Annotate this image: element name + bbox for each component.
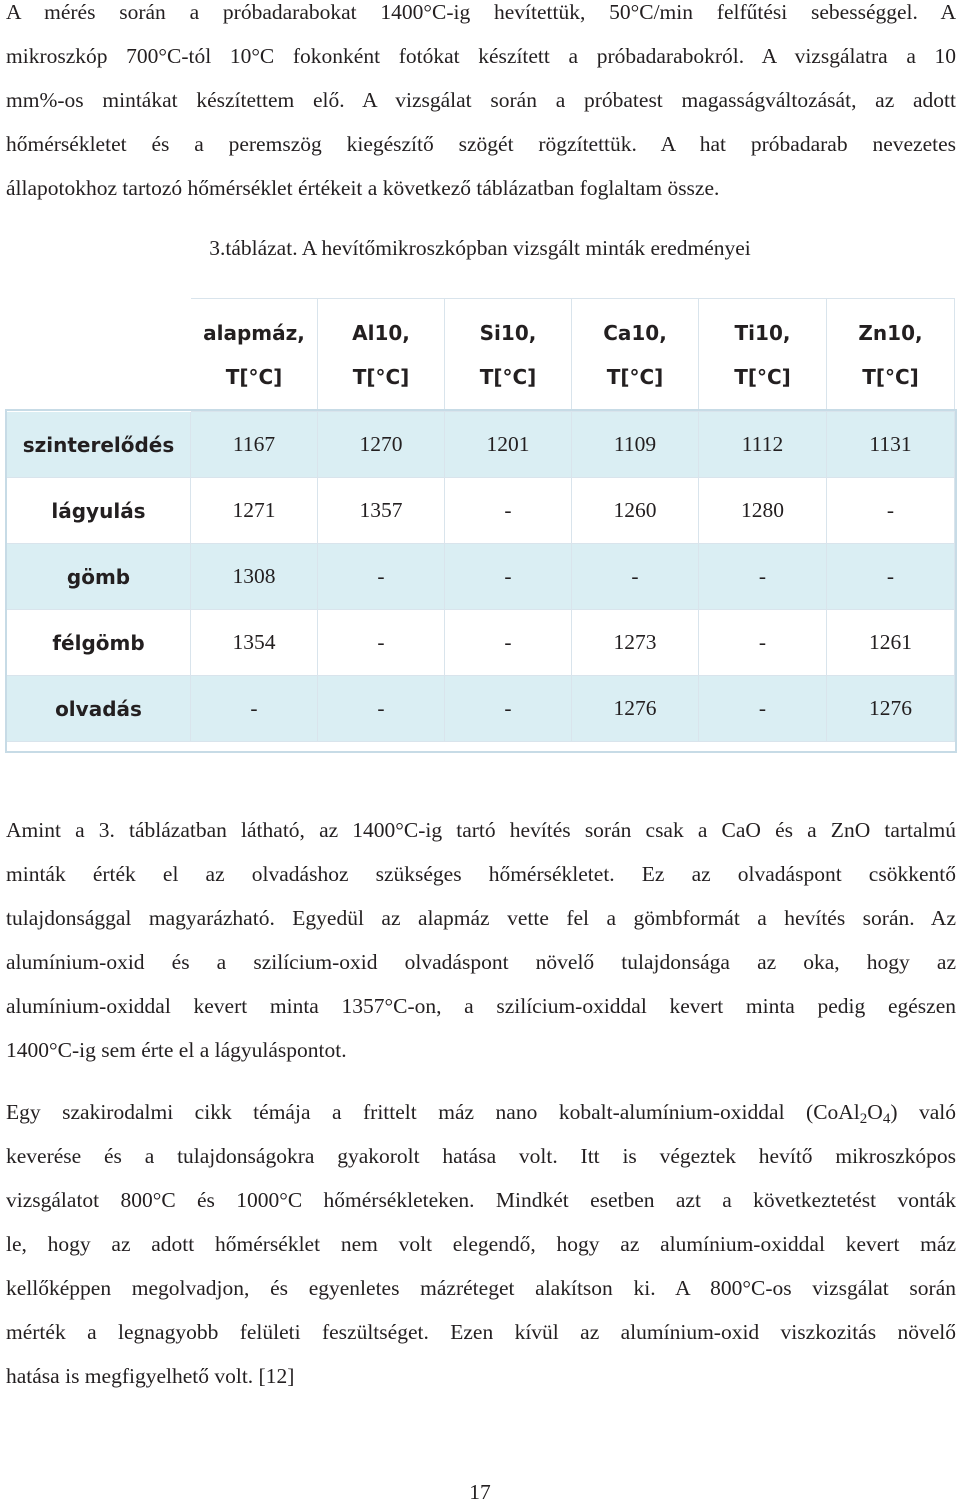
column-header bbox=[699, 299, 827, 412]
table-cell: 1271 bbox=[191, 478, 318, 544]
intro-paragraph bbox=[6, 0, 956, 210]
column-name: Zn10, bbox=[858, 321, 923, 345]
table-cell: 1109 bbox=[572, 412, 699, 478]
text-line: 1400°C-ig sem érte el a lágyuláspontot. bbox=[6, 1038, 347, 1062]
table-cell: 1273 bbox=[572, 610, 699, 676]
row-label: lágyulás bbox=[7, 478, 191, 544]
column-name: Si10, bbox=[479, 321, 537, 345]
column-header bbox=[827, 299, 955, 412]
text-line: keverése és a tulajdonságokra gyakorolt hatása volt. Itt is végeztek hevítő mikroszkópos bbox=[6, 1144, 956, 1168]
table-corner-cell bbox=[7, 299, 191, 412]
table-cell: - bbox=[445, 478, 572, 544]
text-line: hatása is megfigyelhető volt. [12] bbox=[6, 1364, 295, 1388]
column-name: alapmáz, bbox=[203, 321, 305, 345]
text-line: állapotokhoz tartozó hőmérséklet értékeit a következő táblázatban foglaltam össze. bbox=[6, 176, 720, 200]
table-cell: - bbox=[572, 544, 699, 610]
table-cell: - bbox=[445, 676, 572, 742]
text-fragment: Egy szakirodalmi cikk témája a frittelt máz nano kobalt-alumínium-oxiddal (CoAl bbox=[6, 1100, 860, 1124]
column-header bbox=[572, 299, 699, 412]
discussion-paragraph bbox=[6, 808, 956, 1072]
subscript: 4 bbox=[882, 1111, 891, 1127]
literature-paragraph bbox=[6, 1090, 956, 1398]
row-label: olvadás bbox=[7, 676, 191, 742]
table-row bbox=[7, 412, 955, 478]
table-cell: - bbox=[699, 676, 827, 742]
results-table bbox=[6, 298, 955, 742]
text-line: vizsgálatot 800°C és 1000°C hőmérsékleteken. Mindkét esetben azt a következtetést vonták bbox=[6, 1188, 956, 1212]
column-unit: T[°C] bbox=[479, 365, 537, 389]
table-cell: 1276 bbox=[827, 676, 955, 742]
table-cell: - bbox=[445, 610, 572, 676]
table-cell: 1354 bbox=[191, 610, 318, 676]
text-line: A mérés során a próbadarabokat 1400°C-ig hevítettük, 50°C/min felfűtési sebességgel. A bbox=[6, 0, 956, 24]
table-row bbox=[7, 478, 955, 544]
column-name: Ca10, bbox=[603, 321, 667, 345]
subscript: 2 bbox=[859, 1111, 868, 1127]
column-unit: T[°C] bbox=[352, 365, 410, 389]
text-line bbox=[6, 1090, 956, 1134]
table-cell: - bbox=[318, 544, 445, 610]
table-row bbox=[7, 610, 955, 676]
table-cell: 1308 bbox=[191, 544, 318, 610]
text-line: le, hogy az adott hőmérséklet nem volt elegendő, hogy az alumínium-oxiddal kevert máz bbox=[6, 1232, 956, 1256]
text-fragment: O bbox=[867, 1100, 883, 1124]
column-unit: T[°C] bbox=[606, 365, 664, 389]
table-cell: - bbox=[827, 478, 955, 544]
table-cell: - bbox=[445, 544, 572, 610]
text-line: tulajdonsággal magyarázható. Egyedül az alapmáz vette fel a gömbformát a hevítés során. Az bbox=[6, 906, 956, 930]
table-header-row bbox=[7, 299, 955, 412]
text-line: alumínium-oxiddal kevert minta 1357°C-on, a szilícium-oxiddal kevert minta pedig egészen bbox=[6, 994, 956, 1018]
table-caption: 3.táblázat. A hevítőmikroszkópban vizsgált minták eredményei bbox=[209, 236, 751, 260]
column-header bbox=[445, 299, 572, 412]
text-line: mikroszkóp 700°C-tól 10°C fokonként fotókat készített a próbadarabokról. A vizsgálatra a 10 bbox=[6, 44, 956, 68]
row-label: gömb bbox=[7, 544, 191, 610]
table-cell: - bbox=[318, 610, 445, 676]
column-unit: T[°C] bbox=[225, 365, 283, 389]
table-cell: 1260 bbox=[572, 478, 699, 544]
table-cell: - bbox=[699, 610, 827, 676]
text-line: mérték a legnagyobb felületi feszültséget. Ezen kívül az alumínium-oxid viszkozitás növelő bbox=[6, 1320, 956, 1344]
text-fragment: ) való bbox=[890, 1100, 956, 1124]
table-cell: - bbox=[191, 676, 318, 742]
text-line: kellőképpen megolvadjon, és egyenletes mázréteget alakítson ki. A 800°C-os vizsgálat során bbox=[6, 1276, 956, 1300]
page-number: 17 bbox=[469, 1480, 491, 1504]
table-cell: 1201 bbox=[445, 412, 572, 478]
table-cell: - bbox=[318, 676, 445, 742]
table-cell: - bbox=[827, 544, 955, 610]
table-cell: 1112 bbox=[699, 412, 827, 478]
table-cell: 1280 bbox=[699, 478, 827, 544]
table-row bbox=[7, 676, 955, 742]
column-header bbox=[318, 299, 445, 412]
column-name: Al10, bbox=[352, 321, 410, 345]
table-cell: 1270 bbox=[318, 412, 445, 478]
column-unit: T[°C] bbox=[734, 365, 791, 389]
row-label: félgömb bbox=[7, 610, 191, 676]
column-header bbox=[191, 299, 318, 412]
table-cell: 1276 bbox=[572, 676, 699, 742]
table-cell: 1131 bbox=[827, 412, 955, 478]
table-cell: 1167 bbox=[191, 412, 318, 478]
column-name: Ti10, bbox=[734, 321, 791, 345]
text-line: alumínium-oxid és a szilícium-oxid olvadáspont növelő tulajdonsága az oka, hogy az bbox=[6, 950, 956, 974]
column-unit: T[°C] bbox=[862, 365, 919, 389]
text-line: hőmérsékletet és a peremszög kiegészítő szögét rögzítettük. A hat próbadarab nevezetes bbox=[6, 132, 956, 156]
table-cell: - bbox=[699, 544, 827, 610]
text-line: mm%-os mintákat készítettem elő. A vizsgálat során a próbatest magasságváltozását, az adott bbox=[6, 88, 956, 112]
table-row bbox=[7, 544, 955, 610]
text-line: Amint a 3. táblázatban látható, az 1400°C-ig tartó hevítés során csak a CaO és a ZnO tartalmú bbox=[6, 818, 956, 842]
table-cell: 1261 bbox=[827, 610, 955, 676]
table-cell: 1357 bbox=[318, 478, 445, 544]
row-label: szinterelődés bbox=[7, 412, 191, 478]
text-line: minták érték el az olvadáshoz szükséges hőmérsékletet. Ez az olvadáspont csökkentő bbox=[6, 862, 956, 886]
